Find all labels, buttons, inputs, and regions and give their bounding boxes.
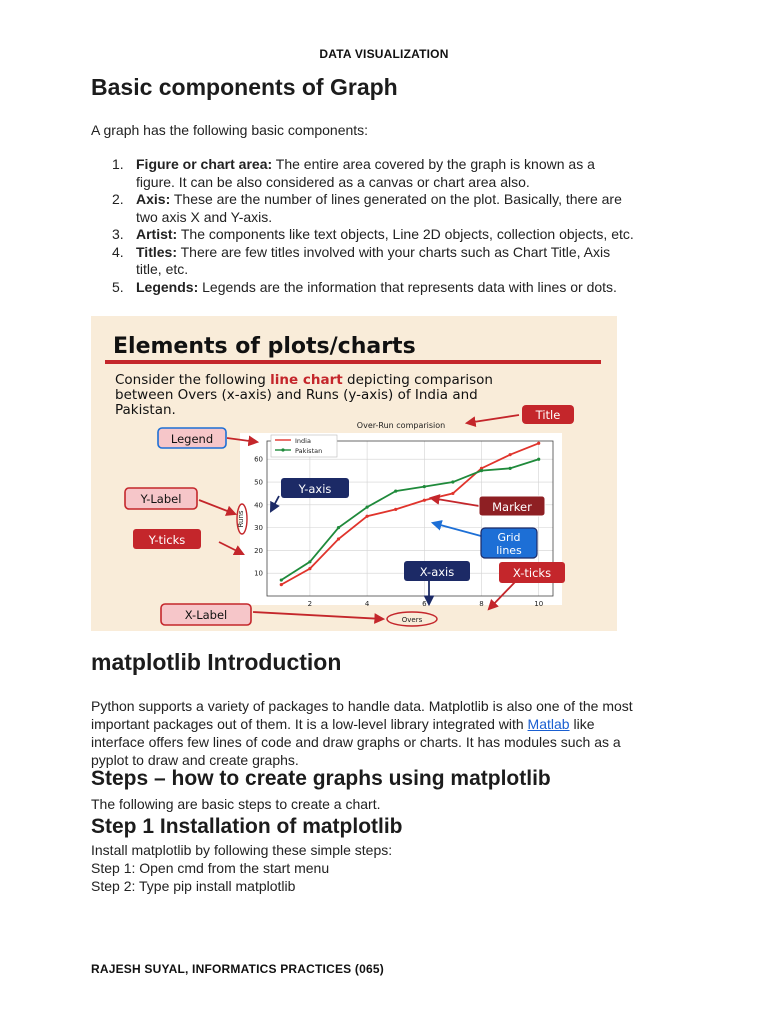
data-point-pakistan <box>308 560 311 563</box>
data-point-india <box>366 515 369 518</box>
list-number: 2. <box>112 191 124 207</box>
data-point-pakistan <box>337 526 340 529</box>
page-footer: RAJESH SUYAL, INFORMATICS PRACTICES (065) <box>91 962 384 976</box>
data-point-pakistan <box>366 506 369 509</box>
elements-of-plots-figure <box>91 316 617 631</box>
callout-x-ticks <box>499 562 565 583</box>
list-text: The components like text objects, Line 2D objects, collection objects, etc. <box>177 226 634 242</box>
svg-text:Y-ticks: Y-ticks <box>148 533 186 547</box>
list-text: These are the number of lines generated on the plot. Basically, there are <box>170 191 622 207</box>
chart-y-label: Runs <box>237 510 245 528</box>
legend-label-india: India <box>295 437 311 445</box>
para-line: Python supports a variety of packages to handle data. Matplotlib is also one of the most <box>91 698 633 714</box>
banner-underline <box>105 360 601 364</box>
section-heading-step1: Step 1 Installation of matplotlib <box>91 815 403 838</box>
svg-text:X-axis: X-axis <box>419 565 455 579</box>
y-tick-label: 50 <box>254 478 263 487</box>
data-point-pakistan <box>451 480 454 483</box>
step1-line2: Step 1: Open cmd from the start menu <box>91 860 330 876</box>
list-text-cont: title, etc. <box>136 261 189 277</box>
list-item <box>91 156 691 191</box>
svg-text:X-ticks: X-ticks <box>512 566 552 580</box>
svg-text:X-Label: X-Label <box>184 608 228 622</box>
callout-legend <box>158 428 226 448</box>
data-point-india <box>537 442 540 445</box>
chart-legend <box>271 435 337 457</box>
data-point-pakistan <box>394 490 397 493</box>
list-item <box>91 226 691 244</box>
callout-marker <box>479 496 545 516</box>
callout-title <box>522 405 574 424</box>
callout-y-axis <box>281 478 349 498</box>
para-line: pyplot to draw and create graphs. <box>91 752 299 768</box>
step1-line1: Install matplotlib by following these simple steps: <box>91 842 393 858</box>
svg-text:Marker: Marker <box>492 500 532 514</box>
callout-x-axis <box>404 561 470 581</box>
para-line: interface offers few lines of code and draw graphs or charts. It has modules such as a <box>91 734 621 750</box>
list-text: There are few titles involved with your charts such as Chart Title, Axis <box>176 243 611 260</box>
data-point-india <box>451 492 454 495</box>
y-tick-label: 60 <box>254 455 263 464</box>
data-point-pakistan <box>423 485 426 488</box>
para-line: like <box>569 716 595 732</box>
y-tick-label: 40 <box>254 501 263 510</box>
data-point-pakistan <box>509 467 512 470</box>
intro-text: A graph has the following basic components: <box>91 122 369 138</box>
data-point-india <box>509 453 512 456</box>
list-text: Legends are the information that represents data with lines or dots. <box>198 278 617 295</box>
intro-paragraph <box>91 697 691 769</box>
figure-description-line1: Consider the following line chart depicting comparison <box>115 372 493 388</box>
list-number: 1. <box>112 156 124 172</box>
list-term: Axis: <box>136 191 171 207</box>
banner-title: Elements of plots/charts <box>113 334 416 359</box>
list-item <box>91 244 691 279</box>
data-point-pakistan <box>537 458 540 461</box>
svg-text:Y-Label: Y-Label <box>140 492 182 506</box>
data-point-pakistan <box>280 578 283 581</box>
callout-y-ticks <box>133 529 201 549</box>
list-term: Figure or chart area: <box>136 156 273 172</box>
list-text-cont: two axis X and Y-axis. <box>136 208 273 225</box>
matlab-link[interactable]: Matlab <box>527 716 570 732</box>
list-text-cont: figure. It can be also considered as a canvas or chart area also. <box>136 173 530 190</box>
callout-y-label <box>125 488 197 509</box>
chart-x-label: Overs <box>401 616 423 624</box>
x-tick-label: 8 <box>479 600 484 608</box>
svg-text:Legend: Legend <box>170 432 214 446</box>
page-header: DATA VISUALIZATION <box>319 47 449 61</box>
svg-text:Y-axis: Y-axis <box>298 482 332 496</box>
x-tick-label: 2 <box>307 600 313 608</box>
callout-grid-lines <box>481 528 537 558</box>
steps-text: The following are basic steps to create a chart. <box>91 796 381 812</box>
data-point-india <box>423 499 426 502</box>
x-tick-label: 10 <box>534 600 544 608</box>
callout-x-label <box>161 604 251 625</box>
section-heading-steps: Steps – how to create graphs using matplotlib <box>91 767 551 790</box>
list-term: Titles: <box>136 243 177 260</box>
y-tick-label: 10 <box>254 569 263 578</box>
para-line: important packages out of them. It is a low-level library integrated with <box>91 716 528 732</box>
list-term: Legends: <box>136 278 199 295</box>
figure-description-line2: between Overs (x-axis) and Runs (y-axis) of India and <box>115 387 478 403</box>
svg-text:Grid: Grid <box>497 531 521 544</box>
data-point-india <box>394 508 397 511</box>
components-list <box>91 156 691 296</box>
x-tick-label: 6 <box>422 600 427 608</box>
section-heading-basic-components: Basic components of Graph <box>91 74 398 100</box>
chart-title: Over-Run comparision <box>356 421 446 430</box>
figure-canvas <box>91 316 617 631</box>
data-point-india <box>308 567 311 570</box>
svg-text:Title: Title <box>535 408 561 422</box>
list-number: 5. <box>112 278 124 295</box>
list-item <box>91 279 691 297</box>
list-item <box>91 191 691 226</box>
list-number: 3. <box>112 226 124 242</box>
data-point-india <box>280 583 283 586</box>
y-tick-label: 30 <box>254 524 263 533</box>
legend-label-pakistan: Pakistan <box>295 447 323 455</box>
data-point-india <box>337 537 340 540</box>
svg-text:lines: lines <box>496 544 522 557</box>
list-text: The entire area covered by the graph is known as a <box>272 156 595 172</box>
figure-description-line3: Pakistan. <box>115 402 176 418</box>
step1-line3: Step 2: Type pip install matplotlib <box>91 878 296 894</box>
y-tick-label: 20 <box>254 546 263 555</box>
list-term: Artist: <box>136 226 178 242</box>
data-point-pakistan <box>480 469 483 472</box>
section-heading-matplotlib-intro: matplotlib Introduction <box>91 649 342 675</box>
list-number: 4. <box>112 243 124 260</box>
x-tick-label: 4 <box>364 600 370 608</box>
